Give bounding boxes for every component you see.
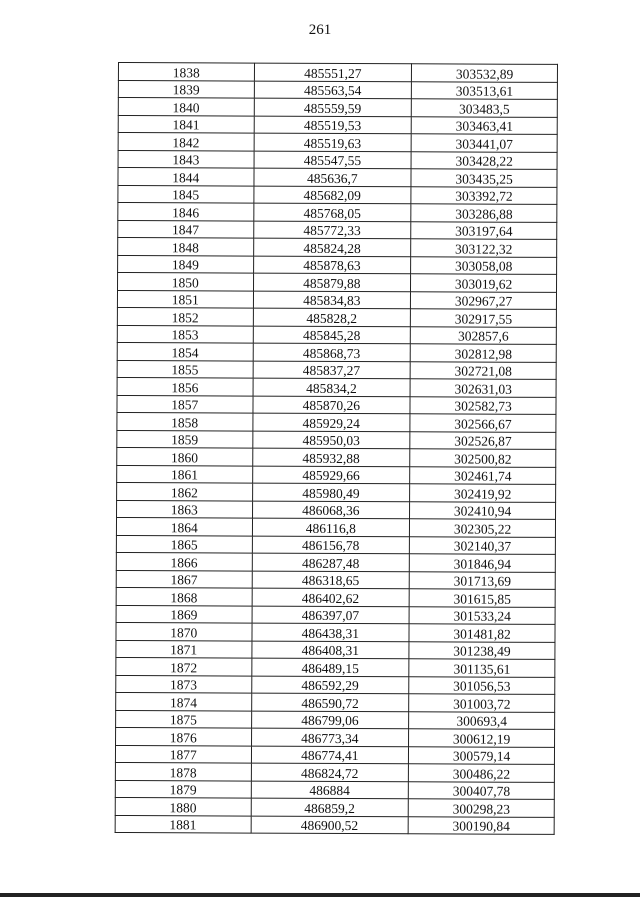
x-coordinate-cell: 486773,34 [251,728,409,746]
table-row [117,342,556,361]
y-coordinate-cell: 302917,55 [411,309,557,327]
y-coordinate-cell: 303197,64 [411,221,557,239]
page-number: 261 [308,22,332,38]
y-coordinate-cell: 301238,49 [409,641,555,659]
y-coordinate-cell: 302461,74 [410,466,556,484]
y-coordinate-cell: 300298,23 [408,799,554,817]
point-number-cell: 1847 [118,220,254,238]
x-coordinate-cell: 485824,28 [253,238,411,256]
x-coordinate-cell: 486408,31 [251,641,409,659]
x-coordinate-cell: 485878,63 [253,256,411,274]
point-number-cell: 1838 [118,63,254,81]
point-number-cell: 1851 [117,290,253,308]
point-number-cell: 1849 [118,255,254,273]
y-coordinate-cell: 303058,08 [411,256,557,274]
point-number-cell: 1876 [116,727,252,745]
y-coordinate-cell: 300190,84 [408,816,554,834]
point-number-cell: 1856 [117,377,253,395]
table-row [115,815,554,834]
point-number-cell: 1857 [117,395,253,413]
table-row [118,98,557,117]
x-coordinate-cell: 485929,66 [252,466,410,484]
table-row [118,255,557,274]
x-coordinate-cell: 486489,15 [251,658,409,676]
point-number-cell: 1869 [116,605,252,623]
x-coordinate-cell: 485551,27 [254,63,412,81]
table-row [116,535,555,554]
point-number-cell: 1861 [117,465,253,483]
y-coordinate-cell: 302526,87 [410,431,556,449]
point-number-cell: 1871 [116,640,252,658]
y-coordinate-cell: 303019,62 [411,274,557,292]
point-number-cell: 1839 [118,80,254,98]
y-coordinate-cell: 302857,6 [410,326,556,344]
point-number-cell: 1874 [116,692,252,710]
y-coordinate-cell: 302410,94 [410,501,556,519]
point-number-cell: 1867 [116,570,252,588]
y-coordinate-cell: 303532,89 [412,64,558,82]
table-row [117,412,556,431]
point-number-cell: 1844 [118,168,254,186]
y-coordinate-cell: 300486,22 [409,764,555,782]
table-row [118,238,557,257]
y-coordinate-cell: 302967,27 [411,291,557,309]
table-row [117,465,556,484]
y-coordinate-cell: 300407,78 [408,781,554,799]
x-coordinate-cell: 485929,24 [252,413,410,431]
x-coordinate-cell: 486318,65 [252,571,410,589]
x-coordinate-cell: 485559,59 [254,98,412,116]
y-coordinate-cell: 302721,08 [410,361,556,379]
point-number-cell: 1845 [118,185,254,203]
x-coordinate-cell: 486884 [251,781,409,799]
point-number-cell: 1855 [117,360,253,378]
x-coordinate-cell: 486116,8 [252,518,410,536]
point-number-cell: 1881 [115,815,251,833]
x-coordinate-cell: 486156,78 [252,536,410,554]
x-coordinate-cell: 486900,52 [251,816,409,834]
x-coordinate-cell: 485950,03 [252,431,410,449]
table-row [118,220,557,239]
y-coordinate-cell: 303483,5 [411,99,557,117]
y-coordinate-cell: 302140,37 [410,536,556,554]
table-row [118,150,557,169]
y-coordinate-cell: 301056,53 [409,676,555,694]
y-coordinate-cell: 303513,61 [412,81,558,99]
x-coordinate-cell: 485868,73 [253,343,411,361]
table-row [116,675,555,694]
point-number-cell: 1878 [115,762,251,780]
x-coordinate-cell: 485519,63 [254,133,412,151]
x-coordinate-cell: 485845,28 [253,326,411,344]
point-number-cell: 1850 [118,273,254,291]
x-coordinate-cell: 486402,62 [252,588,410,606]
point-number-cell: 1860 [117,447,253,465]
table-row [115,780,554,799]
x-coordinate-cell: 485932,88 [252,448,410,466]
table-row [115,797,554,816]
x-coordinate-cell: 485772,33 [253,221,411,239]
x-coordinate-cell: 485980,49 [252,483,410,501]
x-coordinate-cell: 486068,36 [252,501,410,519]
table-row [117,482,556,501]
y-coordinate-cell: 301135,61 [409,659,555,677]
table-row [116,727,555,746]
scan-bottom-edge [0,893,640,897]
table-row [118,168,557,187]
table-row [116,640,555,659]
x-coordinate-cell: 485828,2 [253,308,411,326]
y-coordinate-cell: 302582,73 [410,396,556,414]
y-coordinate-cell: 301846,94 [409,554,555,572]
table-row [118,203,557,222]
point-number-cell: 1879 [115,780,251,798]
table-row [116,657,555,676]
table-row [115,745,554,764]
x-coordinate-cell: 485768,05 [253,203,411,221]
x-coordinate-cell: 485837,27 [253,361,411,379]
y-coordinate-cell: 303428,22 [411,151,557,169]
table-row [115,762,554,781]
table-row [116,552,555,571]
table-row [117,307,556,326]
table-row [117,360,556,379]
x-coordinate-cell: 485636,7 [253,168,411,186]
point-number-cell: 1875 [116,710,252,728]
y-coordinate-cell: 301713,69 [409,571,555,589]
table-row [117,377,556,396]
y-coordinate-cell: 303392,72 [411,186,557,204]
x-coordinate-cell: 485879,88 [253,273,411,291]
point-number-cell: 1880 [115,797,251,815]
table-row [117,447,556,466]
y-coordinate-cell: 301615,85 [409,589,555,607]
table-row [118,63,557,82]
x-coordinate-cell: 486397,07 [252,606,410,624]
x-coordinate-cell: 485547,55 [254,151,412,169]
y-coordinate-cell: 302631,03 [410,379,556,397]
y-coordinate-cell: 301003,72 [409,694,555,712]
point-number-cell: 1864 [116,517,252,535]
table-row [118,115,557,134]
y-coordinate-cell: 301481,82 [409,624,555,642]
x-coordinate-cell: 486592,29 [251,676,409,694]
x-coordinate-cell: 485563,54 [254,81,412,99]
y-coordinate-cell: 303463,41 [411,116,557,134]
table-row [118,133,557,152]
point-number-cell: 1848 [118,238,254,256]
point-number-cell: 1877 [115,745,251,763]
table-row [118,185,557,204]
point-number-cell: 1843 [118,150,254,168]
point-number-cell: 1872 [116,657,252,675]
x-coordinate-cell: 485834,83 [253,291,411,309]
x-coordinate-cell: 486774,41 [251,746,409,764]
point-number-cell: 1853 [117,325,253,343]
y-coordinate-cell: 302305,22 [410,519,556,537]
table-row [116,605,555,624]
x-coordinate-cell: 486590,72 [251,693,409,711]
y-coordinate-cell: 302419,92 [410,484,556,502]
y-coordinate-cell: 303435,25 [411,169,557,187]
y-coordinate-cell: 303286,88 [411,204,557,222]
table-row [117,290,556,309]
point-number-cell: 1854 [117,342,253,360]
x-coordinate-cell: 485870,26 [253,396,411,414]
y-coordinate-cell: 302812,98 [410,344,556,362]
y-coordinate-cell: 302500,82 [410,449,556,467]
point-number-cell: 1865 [116,535,252,553]
point-number-cell: 1841 [118,115,254,133]
point-number-cell: 1859 [117,430,253,448]
y-coordinate-cell: 303441,07 [411,134,557,152]
x-coordinate-cell: 485519,53 [254,116,412,134]
x-coordinate-cell: 485682,09 [253,186,411,204]
point-number-cell: 1842 [118,133,254,151]
table-row [117,325,556,344]
table-row [116,517,555,536]
point-number-cell: 1840 [118,98,254,116]
y-coordinate-cell: 300579,14 [409,746,555,764]
table-row [118,273,557,292]
table-row [116,570,555,589]
y-coordinate-cell: 300693,4 [409,711,555,729]
x-coordinate-cell: 485834,2 [253,378,411,396]
table-row [116,710,555,729]
point-number-cell: 1846 [118,203,254,221]
x-coordinate-cell: 486859,2 [251,798,409,816]
x-coordinate-cell: 486799,06 [251,711,409,729]
table-row [118,80,557,99]
table-row [117,395,556,414]
y-coordinate-cell: 302566,67 [410,414,556,432]
point-number-cell: 1866 [116,552,252,570]
table-row [116,692,555,711]
point-number-cell: 1852 [117,307,253,325]
point-number-cell: 1858 [117,412,253,430]
point-number-cell: 1873 [116,675,252,693]
y-coordinate-cell: 303122,32 [411,239,557,257]
table-row [117,500,556,519]
y-coordinate-cell: 301533,24 [409,606,555,624]
point-number-cell: 1863 [117,500,253,518]
x-coordinate-cell: 486438,31 [252,623,410,641]
point-number-cell: 1862 [117,482,253,500]
y-coordinate-cell: 300612,19 [409,729,555,747]
x-coordinate-cell: 486824,72 [251,763,409,781]
point-number-cell: 1870 [116,622,252,640]
table-row [116,622,555,641]
x-coordinate-cell: 486287,48 [252,553,410,571]
coordinates-table-body [115,63,557,835]
point-number-cell: 1868 [116,587,252,605]
table-row [117,430,556,449]
coordinates-table [115,62,558,835]
table-row [116,587,555,606]
